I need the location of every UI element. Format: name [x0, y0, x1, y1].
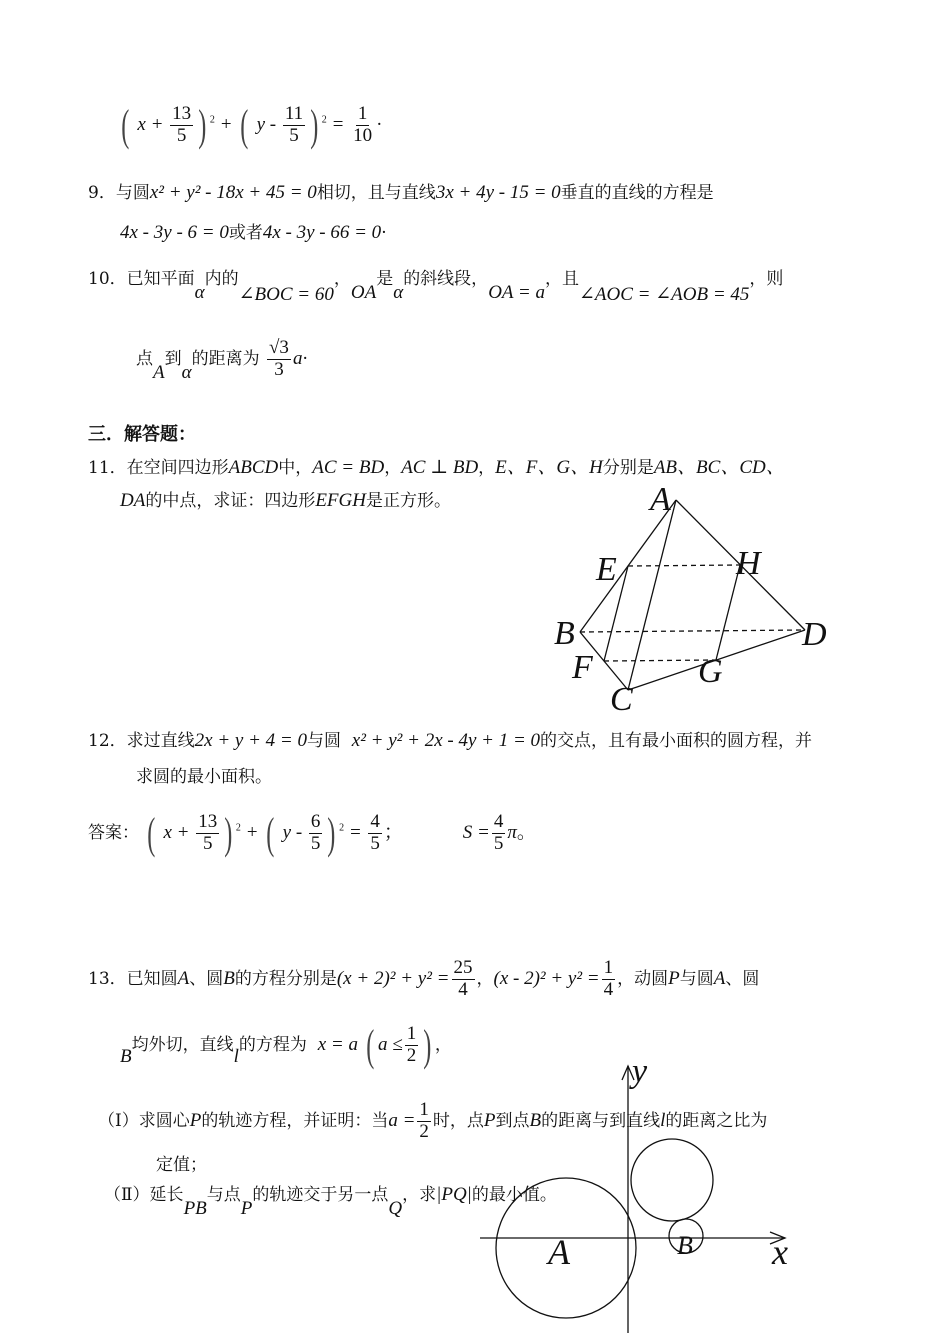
edge-eh-hidden — [628, 565, 740, 566]
label-b-center: B — [677, 1231, 693, 1260]
label-f: F — [572, 649, 593, 686]
q13-text-2: B均外切，直线l的方程为 x = a ( a ≤ $\frac{1}{2}$ ) ， — [120, 1021, 452, 1070]
q13-part1: （Ⅰ）求圆心P的轨迹方程，并证明：当a = $\frac{1}{2}$ 时，点P到点B的距离与到直线l的距离之比为 — [98, 1099, 768, 1142]
q13-part2: （Ⅱ）延长PB与点P的轨迹交于另一点Q，求|PQ|的最小值。 — [104, 1184, 557, 1219]
q10-answer: 点A到α的距离为 $\frac{√3}{3}$ a· — [136, 337, 308, 383]
q12-text-2: 求圆的最小面积。 — [136, 767, 272, 787]
circle-p — [631, 1139, 713, 1221]
q11-text: 11．在空间四边形ABCD中，AC = BD，AC ⊥ BD，E、F、G、H分别是AB、BC、CD、 — [88, 457, 785, 478]
label-b: B — [554, 615, 575, 652]
label-h: H — [736, 545, 761, 582]
q12-text: 12．求过直线2x + y + 4 = 0与圆 x² + y² + 2x - 4y + 1 = 0的交点，且有最小面积的圆方程，并 — [88, 730, 813, 751]
q8-answer-equation: ( x + $\frac{13}{5}$ ) $^2$ + ( y - $\frac{11}{5}$ ) $^2$ = $\frac{1}{10}$ · — [121, 101, 383, 150]
q10-text: 10．已知平面α内的∠BOC = 60，OA是α的斜线段，OA = a，且∠AOC = ∠AOB = 45，则 — [88, 269, 784, 305]
edge-ac — [628, 500, 676, 690]
q11-text-2: DA的中点，求证：四边形EFGH是正方形。 — [120, 490, 451, 511]
q13-part1-2: 定值； — [156, 1155, 207, 1175]
label-y-axis: y — [632, 1058, 648, 1090]
q13-text: 13．已知圆A、圆B的方程分别是(x + 2)² + y² = $\frac{25}{4}$ ，(x - 2)² + y² = $\frac{1}{4}$ ，动圆P与圆A、圆 — [88, 957, 760, 1000]
q9-answer: 4x - 3y - 6 = 0或者4x - 3y - 66 = 0· — [120, 222, 387, 243]
label-e: E — [596, 551, 617, 588]
q12-answer: 答案： ( x + $\frac{13}{5}$ ) $^2$ + ( y - $\frac{6}{5}$ ) $^2$ = $\frac{4}{5}$ ； S = $\frac{4}{5}$ π。 — [88, 809, 536, 858]
circles-figure — [470, 1058, 810, 1338]
q9-text: 9．与圆x² + y² - 18x + 45 = 0相切，且与直线3x + 4y - 15 = 0垂直的直线的方程是 — [88, 182, 714, 203]
tetrahedron-figure — [540, 480, 850, 720]
label-d: D — [802, 616, 827, 653]
label-a: A — [650, 481, 671, 518]
label-a-center: A — [548, 1232, 570, 1272]
edge-bd-hidden — [580, 630, 805, 632]
section-title: 三．解答题： — [88, 424, 196, 445]
label-x-axis: x — [772, 1232, 788, 1272]
label-g: G — [698, 653, 723, 690]
label-c: C — [610, 681, 633, 718]
